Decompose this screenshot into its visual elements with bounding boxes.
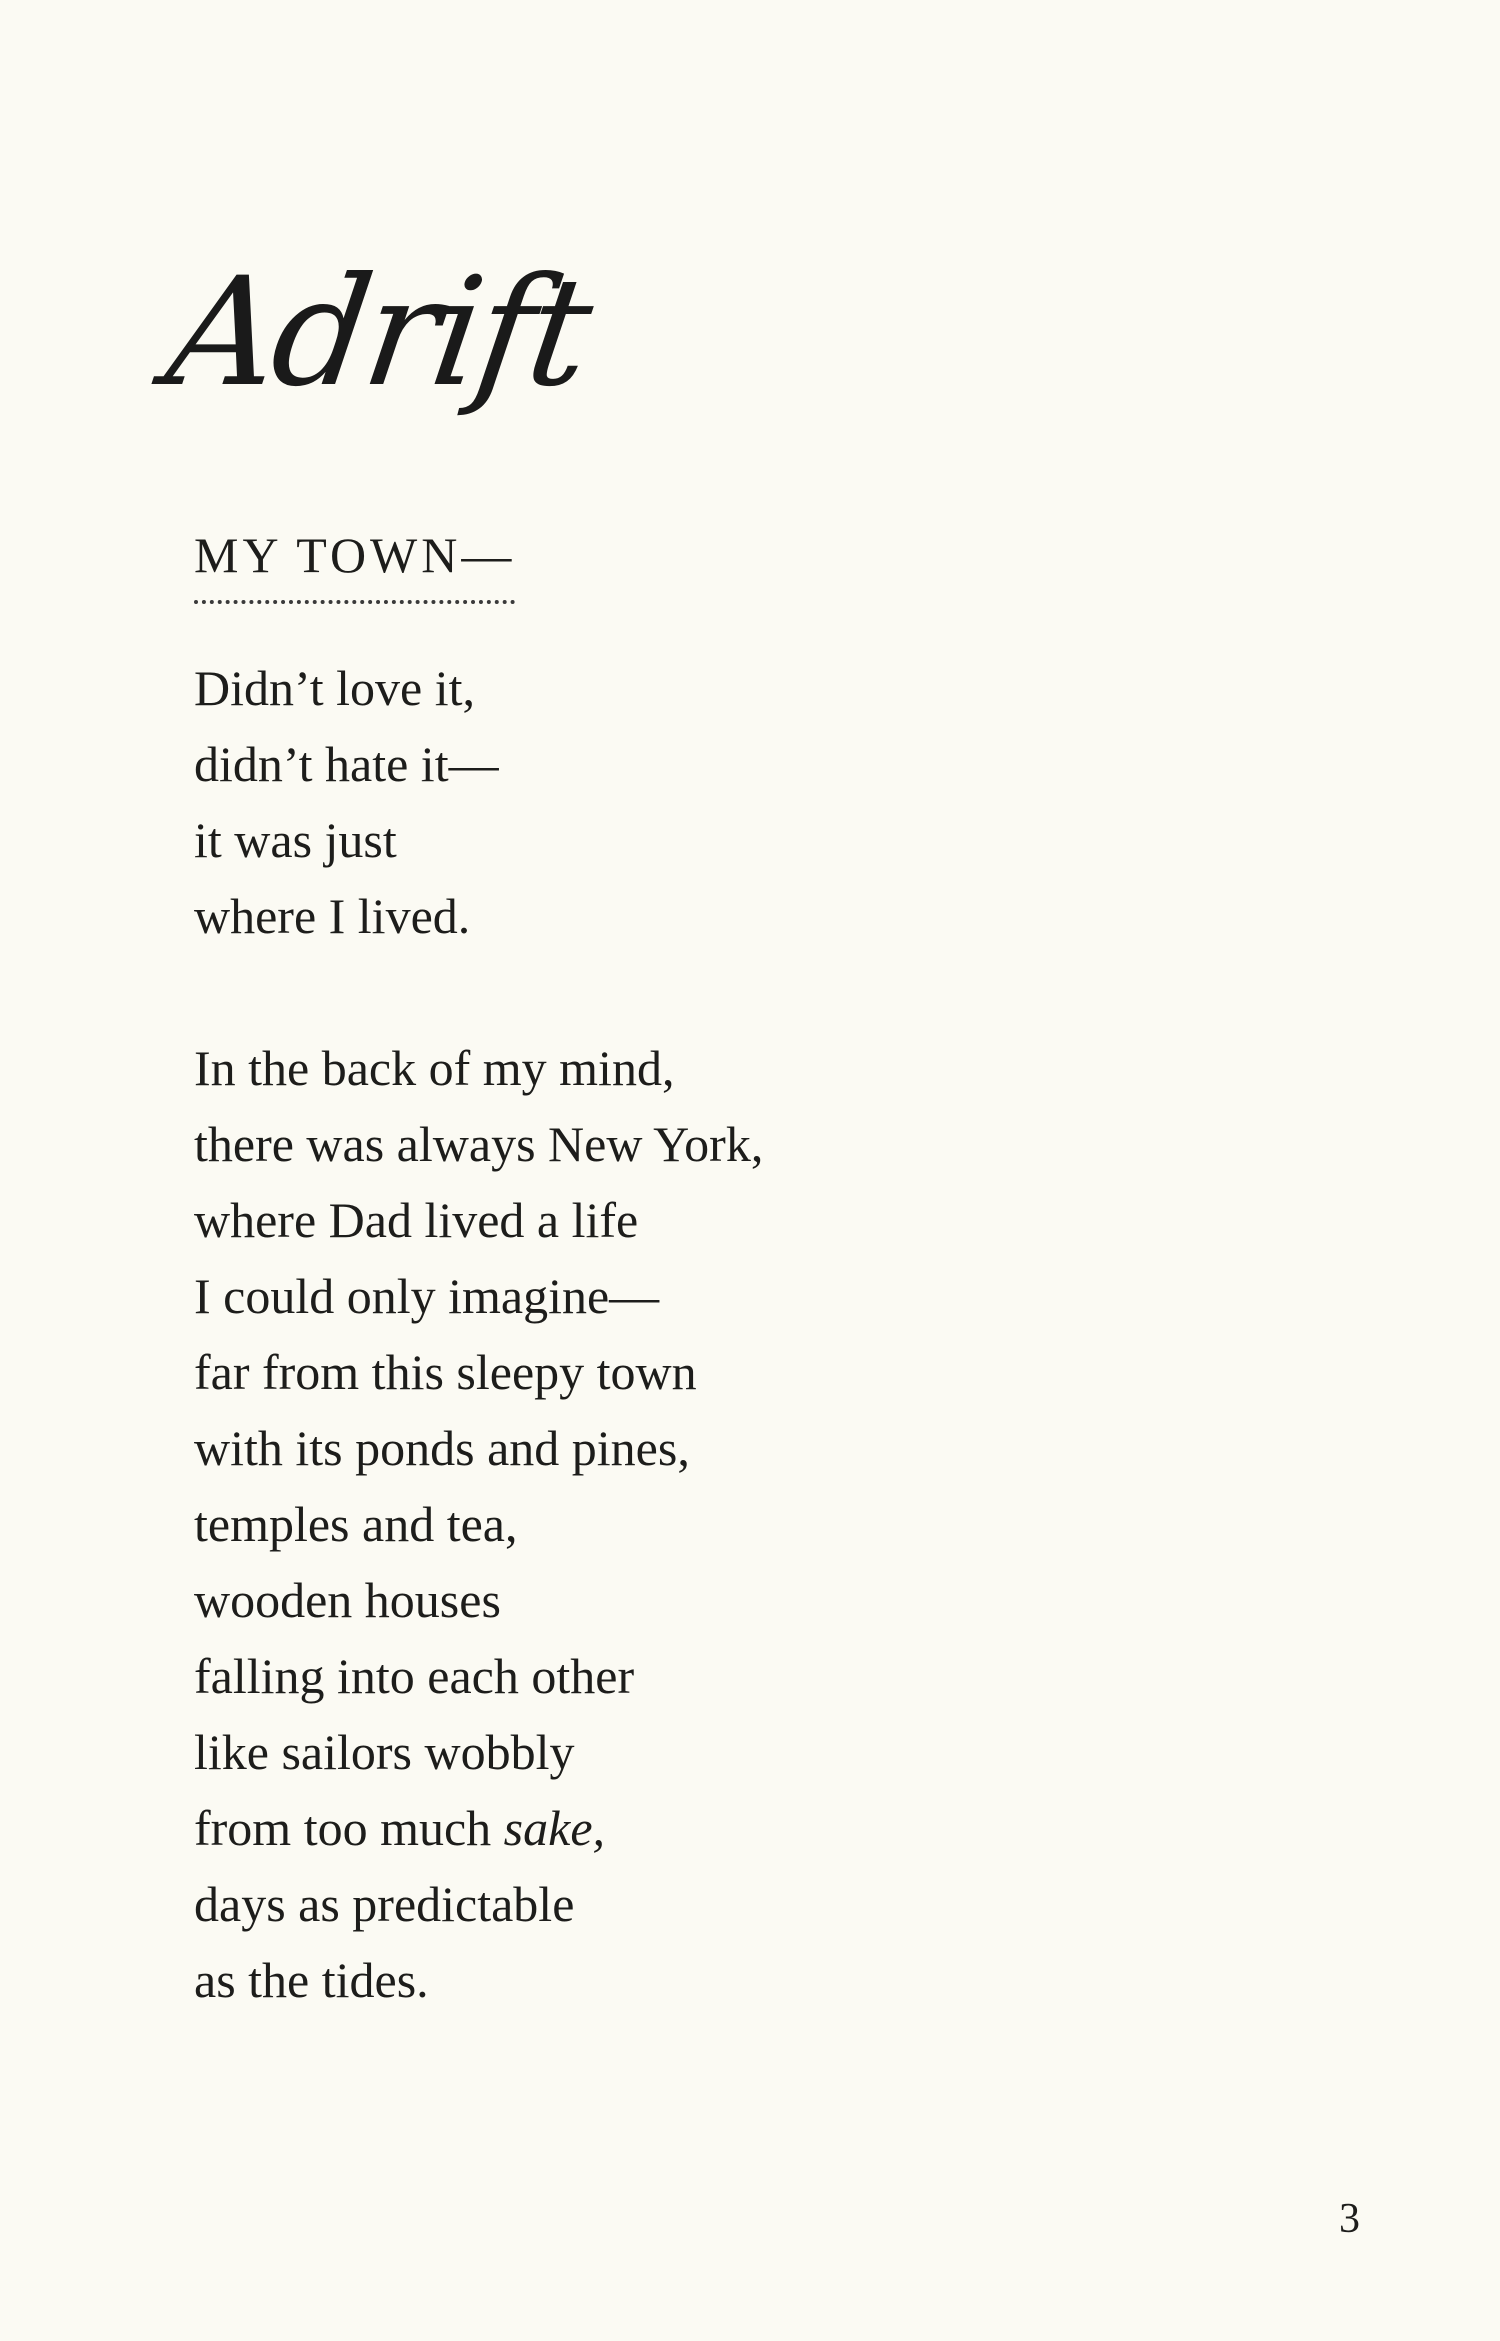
poem-line: with its ponds and pines, bbox=[194, 1420, 690, 1476]
poem-line: Didn’t love it, bbox=[194, 660, 476, 716]
poem-line-text: from too much bbox=[194, 1800, 504, 1856]
poem-line: far from this sleepy town bbox=[194, 1344, 697, 1400]
poem-line: days as predictable bbox=[194, 1876, 575, 1932]
poem-line: In the back of my mind, bbox=[194, 1040, 675, 1096]
poem-line: it was just bbox=[194, 812, 397, 868]
poem-line: didn’t hate it— bbox=[194, 736, 499, 792]
poem-line: where I lived. bbox=[194, 888, 471, 944]
chapter-title: Adrift bbox=[157, 246, 599, 420]
poem-line: falling into each other bbox=[194, 1648, 635, 1704]
stanza-1 bbox=[194, 650, 1294, 954]
page-number: 3 bbox=[1339, 2196, 1360, 2242]
poem-line: temples and tea, bbox=[194, 1496, 518, 1552]
stanza-2 bbox=[194, 1030, 1294, 2018]
poem-line bbox=[194, 1790, 1294, 1866]
poem-line: as the tides. bbox=[194, 1952, 429, 2008]
poem-line: where Dad lived a life bbox=[194, 1192, 639, 1248]
poem-heading: MY TOWN— bbox=[194, 530, 515, 604]
poem-body bbox=[194, 650, 1294, 2094]
poem-line: wooden houses bbox=[194, 1572, 501, 1628]
poem-line: like sailors wobbly bbox=[194, 1724, 575, 1780]
italic-word: sake, bbox=[503, 1800, 606, 1856]
poem-line: I could only imagine— bbox=[194, 1268, 660, 1324]
poem-line: there was always New York, bbox=[194, 1116, 764, 1172]
